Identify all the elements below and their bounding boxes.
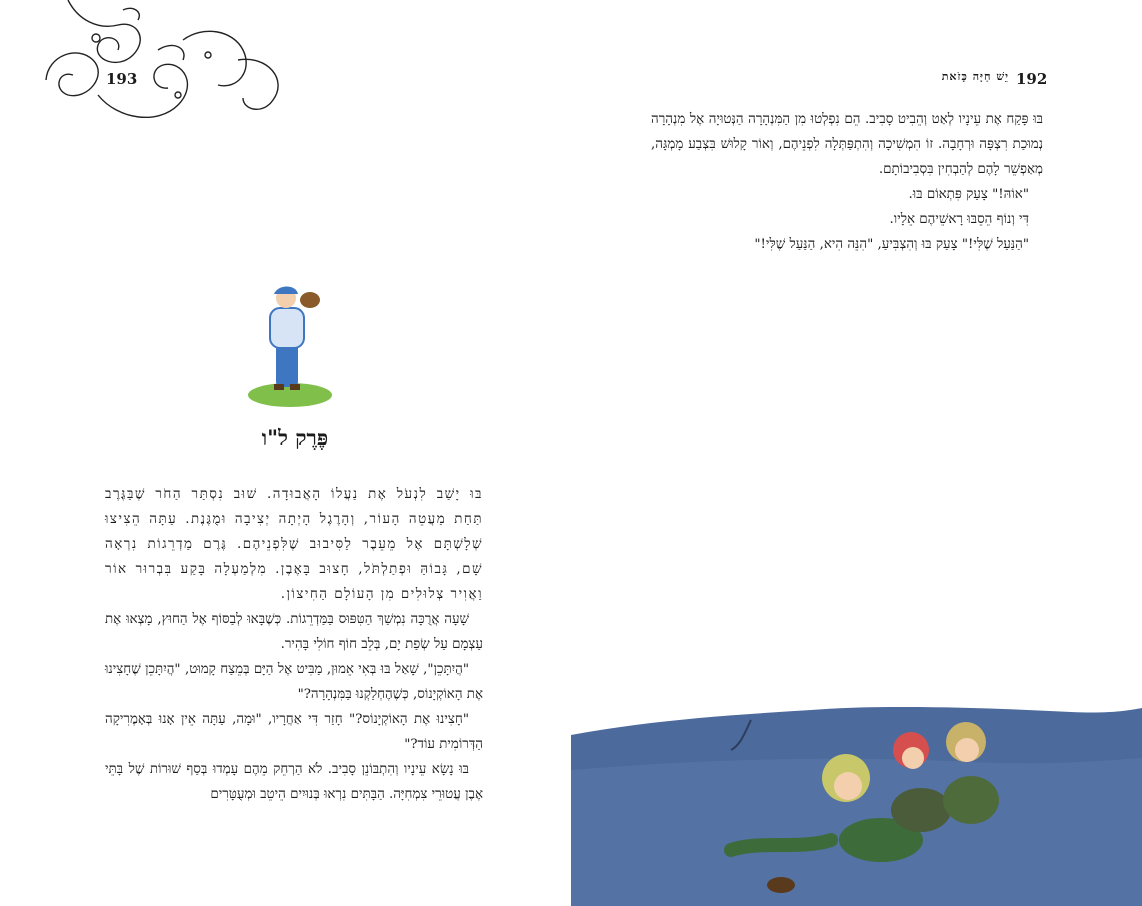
tunnel-slide-illustration (571, 690, 1142, 906)
left-body-text (105, 482, 483, 807)
paragraph: בּוּ פָּקַח אֶת עֵינָיו לְאַט וְהֵבִיט סָבִיב. הֵם נִפְלְטוּ מִן הַמִּנְהָרָה הַנְּטוּיָה אֶל מִנְהָרָה נְמוּכַת רִצְפָּה וּרְחָבָה. זוֹ הִמְשִׁיכָה וְהִתְפַּתְּלָה לִפְנֵיהֶם, וְאוֹר קָלוּשׁ בִּצְבַע מָמְגָּה, מְאַפְשֵׁר לָהֶם לְהַבְחִין בִּסְבִיבוֹתָם. (651, 112, 1043, 177)
paragraph: "הַנַּעַל שֶׁלִּי!" צָעַק בּוּ וְהִצְבִּיעַ, "הִנֵּה הִיא, הַנַּעַל שֶׁלִּי!" (754, 237, 1029, 252)
paragraph: בּוּ יָשַׁב לִנְעֹל אֶת נַעֲלוֹ הָאֲבוּדָה. שׁוּב נִסְתַּר הַחֹר שֶׁבַּגֶּרֶב תַּחַת מַעֲטֵה הָעוֹר, וְהָרֶגֶל הָיְתָה יְצִיבָה וּמֻגֶּנֶת. עַתָּה הֵצִיצוּ שְׁלָשְׁתָּם אֶל מֵעֵבֶר לַסִּיבוּב שֶׁלִּפְנֵיהֶם. גֶּרֶם מַדְרֵגוֹת נִרְאָה שָׁם, גָּבוֹהַּ וּפְתַלְתֹּל, חָצוּב בָּאֶבֶן. מִלְמַעְלָה בָּקַע בִּבְרוּר אוֹר וַאֲוִיר צְלוּלִים מִן הָעוֹלָם הַחִיצוֹן. (105, 487, 483, 602)
chapter-title: פֶּרֶק ל"ו (261, 425, 329, 450)
right-body-text (651, 107, 1043, 257)
paragraph: "חָצִינוּ אֶת הָאוֹקְיָנוֹס?" חָזַר דִּי אַחֲרָיו, "וּמָה, עַתָּה אֵין אָנוּ בְּאָמֶרִיקָה הַדְּרוֹמִית עוֹד?" (105, 712, 483, 752)
running-head: יֵשׁ חַיָּה כָּזֹאת (941, 70, 1009, 83)
paragraph: שָׁעָה אֲרֻכָּה נִמְשַׁךְ הַטִּפּוּס בַּמַּדְרֵגוֹת. כְּשֶׁבָּאוּ לְבַסּוֹף אֶל הַחוּץ, מָצְאוּ אֶת עַצְמָם עַל שְׂפַת יָם, בְּלֵב חוֹף חוֹלִי בָּהִיר. (105, 612, 483, 652)
boy-with-shoe-illustration (240, 280, 336, 410)
right-page (571, 0, 1142, 906)
paragraph: דִּי וְנוֹף הֵסֵבּוּ רָאשֵׁיהֶם אֵלָיו. (889, 212, 1029, 227)
paragraph: "הֲיִתָּכֵן", שָׁאַל בּוּ בְּאִי אֵמוּן, מַבִּיט אֶל הַיָּם בְּמֵצַח קָמוּט, "הֲיִתָּכֵן שֶׁחָצִינוּ אֶת הָאוֹקְיָנוֹס, כְּשֶׁהֶחְלַקְנוּ בַּמִּנְהָרָה?" (105, 662, 483, 702)
page-number: 192 (1016, 70, 1048, 88)
paragraph: "אוֹהּ!" צָעַק פִּתְאוֹם בּוּ. (908, 187, 1029, 202)
paragraph: בּוּ נָשָׂא עֵינָיו וְהִתְבּוֹנֵן סָבִיב. לֹא הַרְחֵק מֵהֶם עָמְדוּ בְּסַף שׁוּרוֹת שֶׁל בָּתֵּי אֶבֶן עֲטוּרֵי צִמְחִיָּה. הַבָּתִּים נִרְאוּ בְּנוּיִים הֵיטֵב וּמְעֻטָּרִים (105, 762, 483, 802)
page-number: 193 (106, 70, 138, 88)
decorative-flourish-icon (38, 0, 288, 130)
